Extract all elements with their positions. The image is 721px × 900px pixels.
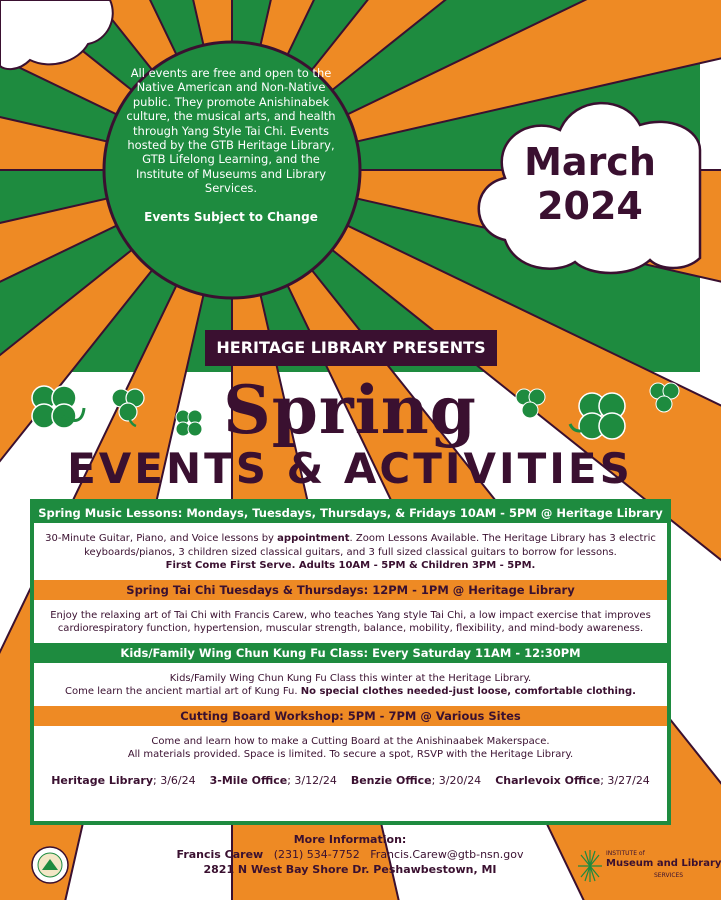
hero-sunburst (0, 0, 700, 372)
site-list (44, 774, 657, 788)
starburst-icon (576, 848, 604, 884)
date-year: 2024 (537, 184, 643, 228)
event-body-taichi (34, 600, 667, 643)
site-item: Benzie Office; 3/20/24 (350, 773, 482, 787)
contact-phone: (231) 534-7752 (273, 848, 360, 861)
cutting-board-text: Come and learn how to make a Cutting Board at the Anishinaabek Makerspace. (151, 735, 550, 747)
footer-title: More Information: (293, 833, 407, 846)
event-date (516, 140, 664, 228)
contact-email[interactable]: Francis.Carew@gtb-nsn.gov (370, 848, 524, 861)
taichi-text: Enjoy the relaxing art of Tai Chi with Francis Carew, who teaches Yang style Tai Chi, a low impact exercise that improves cardiorespiratory function, hypertension, muscular strength, balance, mobility, flexibility, and mind-body awareness. (50, 609, 651, 634)
title-events-activities: EVENTS & ACTIVITIES (67, 444, 633, 493)
kungfu-text: Kids/Family Wing Chun Kung Fu Class this winter at the Heritage Library. (169, 672, 532, 684)
events-panel (30, 499, 671, 825)
cutting-board-text-2: All materials provided. Space is limited. To secure a spot, RSVP with the Heritage Library. (127, 749, 574, 760)
music-schedule: First Come First Serve. Adults 10AM - 5PM & Children 3PM - 5PM. (165, 560, 536, 571)
music-appointment: appointment (277, 533, 350, 544)
site-item: 3-Mile Office; 3/12/24 (209, 773, 337, 787)
event-heading-taichi: Spring Tai Chi Tuesdays & Thursdays: 12PM - 1PM @ Heritage Library (34, 580, 667, 600)
contact-name: Francis Carew (176, 848, 264, 861)
date-month: March (524, 140, 656, 184)
intro-text (125, 66, 337, 224)
site-item: Charlevoix Office; 3/27/24 (495, 773, 650, 787)
intro-paragraph: All events are free and open to the Native American and Non-Native public. They promote Anishinabek culture, the musical arts, and health through Yang Style Tai Chi. Events hosted by the GTB Heritage Library, GTB Lifelong Learning, and the Institute of Museums and Library Services. (126, 66, 336, 196)
imls-logo (576, 846, 721, 886)
event-heading-cutting-board: Cutting Board Workshop: 5PM - 7PM @ Various Sites (34, 706, 667, 726)
music-text-cont: . Zoom Lessons Available. The Heritage Library has 3 electric keyboards/pianos, 3 children sized classical guitars, and 3 full sized classical guitars to borrow for lessons. (84, 533, 656, 558)
presents-banner: HERITAGE LIBRARY PRESENTS (205, 330, 497, 366)
music-text: 30-Minute Guitar, Piano, and Voice lessons by (45, 533, 274, 544)
kungfu-text-2: Come learn the ancient martial art of Kung Fu. (65, 686, 298, 697)
imls-line1: INSTITUTE of (606, 850, 645, 857)
event-body-cutting-board (34, 726, 667, 795)
event-heading-music: Spring Music Lessons: Mondays, Tuesdays, Thursdays, & Fridays 10AM - 5PM @ Heritage Library (34, 503, 667, 523)
intro-note: Events Subject to Change (144, 209, 318, 224)
imls-line2: Museum and Library (606, 858, 721, 869)
event-body-kungfu (34, 663, 667, 706)
kungfu-clothing: No special clothes needed-just loose, comfortable clothing. (300, 686, 636, 697)
site-item: Heritage Library; 3/6/24 (51, 773, 196, 787)
title-spring: Spring (223, 371, 477, 449)
event-heading-kungfu: Kids/Family Wing Chun Kung Fu Class: Every Saturday 11AM - 12:30PM (34, 643, 667, 663)
footer-address: 2821 N West Bay Shore Dr. Peshawbestown, MI (203, 863, 497, 876)
event-body-music (34, 523, 667, 580)
imls-line3: SERVICES (654, 872, 684, 879)
